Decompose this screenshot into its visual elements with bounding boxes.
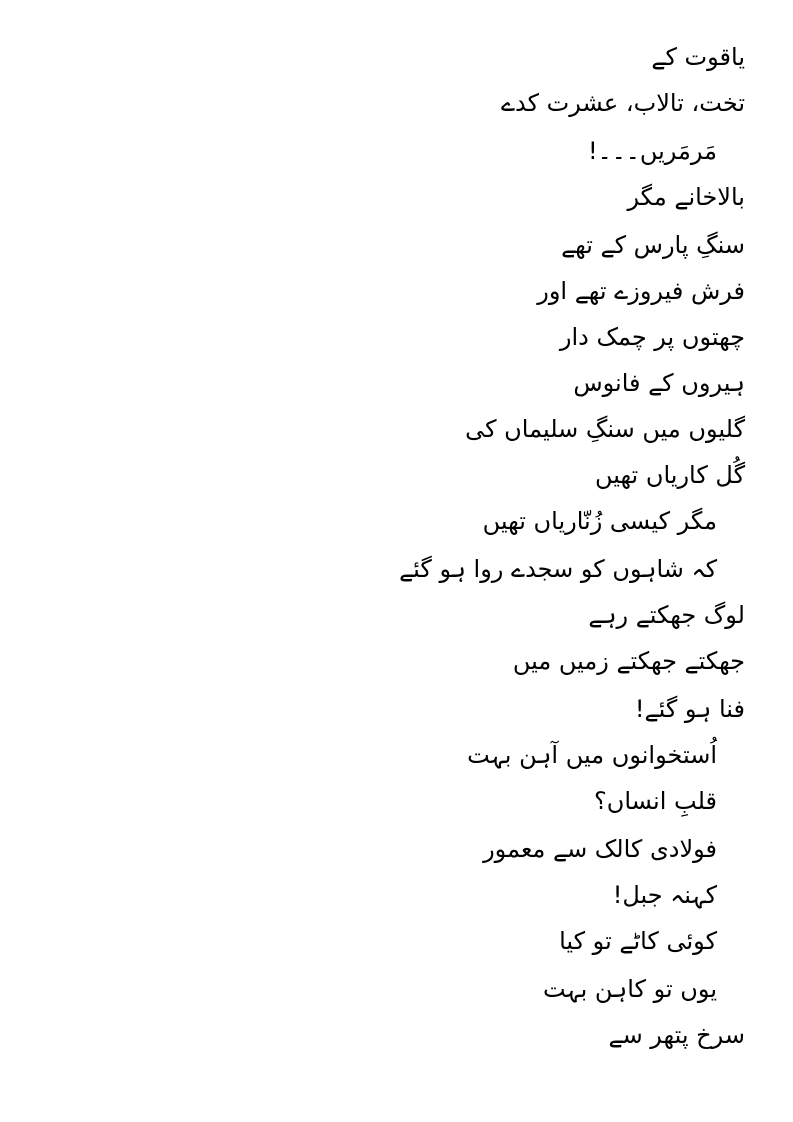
poem-line-2: تخت، تالاب، عشرت کدے [500,89,745,117]
poem-line-3: مَرمَریں۔۔۔! [588,137,717,165]
poem-line-5: سنگِ پارس کے تھے [561,231,745,259]
poem-line-17: قلبِ انساں؟ [593,787,717,815]
poem-line-14: جھکتے جھکتے زمیں میں [512,647,745,675]
poem-line-9: گلیوں میں سنگِ سلیماں کی [465,415,745,443]
poem-line-15: فنا ہو گئے! [634,695,745,723]
poem-line-8: ہیروں کے فانوس [573,369,745,397]
poem-line-16: اُستخوانوں میں آہن بہت [467,741,717,769]
poem-line-22: سرخ پتھر سے [608,1021,745,1049]
poem-line-11: مگر کیسی زُنّاریاں تھیں [482,507,717,535]
poem-line-10: گُل کاریاں تھیں [594,461,745,489]
poem-line-13: لوگ جھکتے رہے [588,601,745,629]
poem-line-1: یاقوت کے [651,43,745,71]
poem-line-4: بالاخانے مگر [627,183,745,211]
poem-line-19: کہنہ جبل! [612,881,717,909]
poem-line-21: یوں تو کاہن بہت [542,975,717,1003]
poem-line-18: فولادی کالک سے معمور [483,835,717,863]
poem-line-7: چھتوں پر چمک دار [559,323,745,351]
poem-line-20: کوئی کاٹے تو کیا [559,927,717,955]
poem-line-12: کہ شاہوں کو سجدے روا ہو گئے [399,555,717,583]
poem-line-6: فرش فیروزے تھے اور [537,277,745,305]
